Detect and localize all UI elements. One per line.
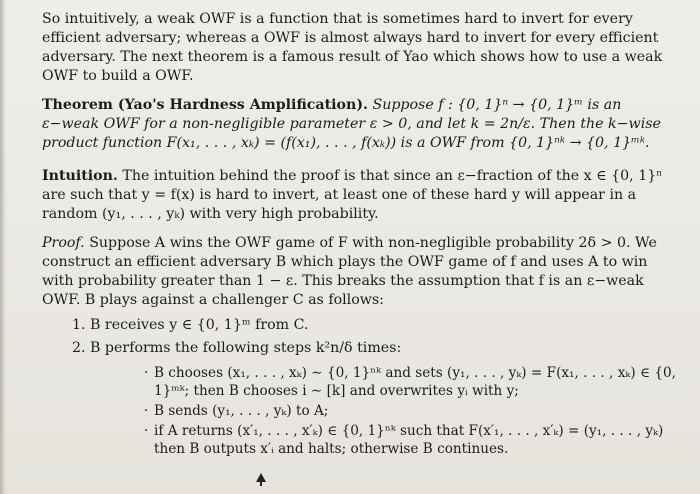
substep-text: if A returns (x′₁, . . . , x′ₖ) ∈ {0, 1}ⁿᵏ such that F(x′₁, . . . , x′ₖ) = (y₁, . . . , yₖ) then B outputs x′ᵢ and halts; otherwise B continues.: [154, 423, 664, 457]
substep-choose: [90, 364, 678, 400]
proof-step-1: [42, 316, 678, 335]
substep-text: B sends (y₁, . . . , yₖ) to A;: [154, 403, 329, 419]
step-text: B performs the following steps k²n/δ times:: [90, 340, 402, 356]
bullet-icon: ·: [144, 423, 149, 439]
theorem-block: [42, 96, 678, 153]
substep-send: [90, 402, 678, 420]
step-2-substeps: [90, 364, 678, 458]
intuition-heading: Intuition.: [42, 168, 118, 184]
intro-paragraph: So intuitively, a weak OWF is a function that is sometimes hard to invert for every efficient adversary; whereas a OWF is almost always hard to invert for every efficient adversary. The next theorem is a famous result of Yao which shows how to use a weak OWF to build a OWF.: [42, 11, 663, 84]
step-number: 1.: [72, 317, 86, 333]
proof-step-2: [42, 339, 678, 458]
page-shadow-edge: [0, 0, 6, 494]
proof-body: Suppose A wins the OWF game of F with non-negligible probability 2δ > 0. We construct an efficient adversary B which plays the OWF game of f and uses A to win with probability greater than 1 − ε. This breaks the assumption that f is an ε−weak OWF. B plays against a challenger C as follows:: [42, 235, 657, 308]
step-text: B receives y ∈ {0, 1}ᵐ from C.: [90, 317, 309, 333]
mouse-pointer-tail: [260, 481, 262, 486]
theorem-heading: Theorem (Yao's Hardness Amplification).: [42, 97, 368, 113]
proof-block: [42, 234, 678, 458]
step-number: 2.: [72, 340, 86, 356]
substep-text: B chooses (x₁, . . . , xₖ) ∼ {0, 1}ⁿᵏ and sets (y₁, . . . , yₖ) = F(x₁, . . . , xₖ) ∈ {0, 1}ᵐᵏ; then B chooses i ∼ [k] and overwrites yᵢ with y;: [154, 365, 676, 399]
bullet-icon: ·: [144, 403, 149, 419]
proof-heading: Proof.: [42, 235, 85, 251]
theorem-body: Suppose f : {0, 1}ⁿ → {0, 1}ᵐ is an ε−weak OWF for a non-negligible parameter ε > 0, and let k = 2n/ε. Then the k−wise product function F(x₁, . . . , xₖ) = (f(x₁), . . . , f(xₖ)) is a OWF from {0, 1}ⁿᵏ → {0, 1}ᵐᵏ.: [42, 97, 661, 151]
substep-return: [90, 422, 678, 458]
intuition-body: The intuition behind the proof is that since an ε−fraction of the x ∈ {0, 1}ⁿ are such that y = f(x) is hard to invert, at least one of these hard y will appear in a random (y₁, . . . , yₖ) with very high probability.: [42, 168, 663, 222]
proof-steps-list: [42, 316, 678, 458]
intuition-block: [42, 167, 678, 224]
proof-paragraph: [42, 234, 678, 310]
bullet-icon: ·: [144, 365, 149, 381]
